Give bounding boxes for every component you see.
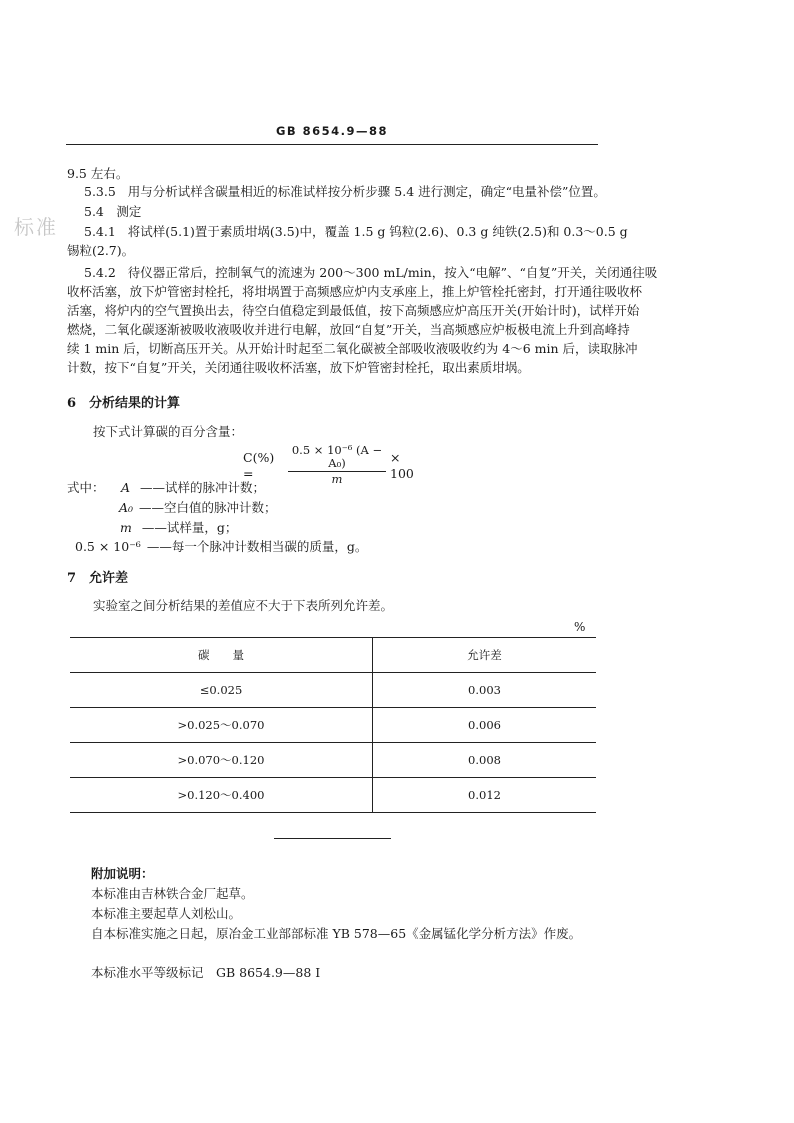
clause-5-3-5: [84, 184, 606, 200]
page-header: [66, 122, 598, 145]
tolerance-cell: 0.008: [373, 743, 597, 778]
section-6-intro: 按下式计算碳的百分含量：: [93, 424, 244, 439]
clause-line: 燃烧，二氧化碳逐渐被吸收液吸收并进行电解，放回“自复”开关，当高频感应炉板极电流上升到高峰持: [67, 322, 630, 337]
formula-lhs: C(%) =: [243, 450, 275, 481]
clause-text: 用与分析试样含碳量相近的标准试样按分析步骤 5.4 进行测定，确定“电量补偿”位置。: [127, 184, 606, 199]
formula-rhs: × 100: [390, 450, 414, 481]
note-line: 自本标准实施之日起，原冶金工业部部标准 YB 578—65《金属锰化学分析方法》作废。: [91, 926, 582, 941]
table-unit: %: [574, 620, 586, 634]
clause-number: 5.4.2: [84, 265, 116, 280]
tolerance-cell: 0.003: [373, 673, 597, 708]
column-header-carbon: 碳 量: [70, 638, 373, 673]
variable-definition: [75, 539, 367, 555]
where-label: 式中：: [67, 480, 105, 495]
table-row: [70, 778, 596, 813]
variable-symbol: 0.5 × 10⁻⁶: [75, 539, 141, 554]
note-line: 本标准主要起草人刘松山。: [91, 906, 242, 921]
table-row: [70, 708, 596, 743]
tolerance-cell: 0.006: [373, 708, 597, 743]
variable-symbol: A: [121, 480, 131, 495]
table-header-row: [70, 638, 596, 673]
variable-definition: [120, 520, 237, 536]
clause-line: 续 1 min 后，切断高压开关。从开始计时起至二氧化碳被全部吸收液吸收约为 4～6 min 后，读取脉冲: [67, 341, 638, 356]
carbon-range-cell: >0.070～0.120: [70, 743, 373, 778]
tolerance-table: [70, 637, 596, 813]
variable-description: ——每一个脉冲计数相当碳的质量，g。: [146, 539, 368, 554]
column-header-tolerance: 允许差: [373, 638, 597, 673]
tolerance-cell: 0.012: [373, 778, 597, 813]
clause-5-4-1: [84, 224, 628, 240]
carbon-range-cell: ≤0.025: [70, 673, 373, 708]
note-line: 本标准由吉林铁合金厂起草。: [91, 886, 254, 901]
variable-definition: [119, 500, 277, 516]
section-7-title: 7 允许差: [67, 571, 129, 586]
notes-title: 附加说明：: [91, 866, 154, 881]
variable-description: ——空白值的脉冲计数；: [139, 500, 277, 515]
formula-denominator: m: [331, 472, 343, 486]
clause-5-4-1-continued: 锡粒(2.7)。: [67, 243, 135, 258]
clause-line: 计数，按下“自复”开关，关闭通往吸收杯活塞，放下炉管密封栓托，取出素质坩埚。: [67, 360, 530, 375]
clause-text: 待仪器正常后，控制氧气的流速为 200～300 mL/min，按入“电解”、“自复”开关，关闭通往吸: [127, 265, 658, 280]
formula-fraction: [288, 444, 386, 486]
continued-text: 9.5 左右。: [67, 166, 129, 181]
clause-number: 5.4.1: [84, 224, 116, 239]
clause-5-4-heading: 5.4 测定: [84, 204, 142, 219]
section-6-title: 6 分析结果的计算: [67, 396, 181, 411]
carbon-range-cell: >0.025～0.070: [70, 708, 373, 743]
level-mark: 本标准水平等级标记 GB 8654.9—88 I: [91, 965, 321, 980]
variable-symbol: A₀: [119, 500, 134, 515]
clause-text: 将试样(5.1)置于素质坩埚(3.5)中，覆盖 1.5 g 钨粒(2.6)、0.3 g 纯铁(2.5)和 0.3～0.5 g: [127, 224, 628, 239]
table-row: [70, 673, 596, 708]
variable-description: ——试样的脉冲计数；: [140, 480, 266, 495]
clause-number: 5.3.5: [84, 184, 116, 199]
clause-line: 收杯活塞，放下炉管密封栓托，将坩埚置于高频感应炉内支承座上，推上炉管栓托密封，打开通往吸收杯: [67, 284, 643, 299]
table-row: [70, 743, 596, 778]
formula-numerator: 0.5 × 10⁻⁶ (A − A₀): [288, 444, 386, 472]
carbon-range-cell: >0.120～0.400: [70, 778, 373, 813]
tolerance-table-wrapper: [70, 637, 596, 813]
variable-definition: [121, 480, 265, 496]
variable-description: ——试样量，g；: [141, 520, 238, 535]
section-7-intro: 实验室之间分析结果的差值应不大于下表所列允许差。: [93, 598, 394, 613]
clause-5-4-2: [84, 265, 657, 281]
watermark-stamp: 标准: [14, 215, 58, 239]
end-divider: [274, 838, 391, 839]
standard-code: GB 8654.9—88: [275, 124, 389, 138]
clause-line: 活塞，将炉内的空气置换出去，待空白值稳定到最低值，按下高频感应炉高压开关(开始计时)，试样开始: [67, 303, 640, 318]
variable-symbol: m: [120, 520, 132, 535]
